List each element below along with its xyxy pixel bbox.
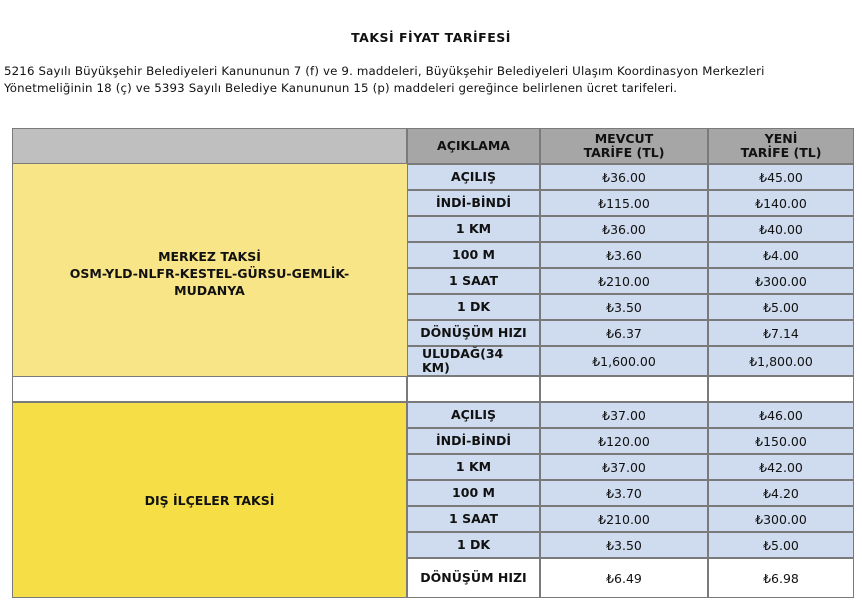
row-yeni-value: ₺5.00	[708, 294, 854, 320]
spacer-row-cell	[540, 376, 708, 402]
row-mevcut-value: ₺36.00	[540, 164, 708, 190]
row-mevcut-value: ₺3.60	[540, 242, 708, 268]
group-merkez-name-line-1: MERKEZ TAKSİ	[158, 248, 261, 264]
group-dis-ilceler-taksi: DIŞ İLÇELER TAKSİ	[12, 402, 407, 598]
row-label: AÇILIŞ	[407, 402, 540, 428]
row-mevcut-value: ₺3.50	[540, 532, 708, 558]
row-mevcut-value: ₺36.00	[540, 216, 708, 242]
row-label: 1 DK	[407, 294, 540, 320]
row-mevcut-value: ₺3.50	[540, 294, 708, 320]
row-mevcut-value: ₺6.49	[540, 558, 708, 598]
row-label: İNDİ-BİNDİ	[407, 428, 540, 454]
header-mevcut-tarife: MEVCUT TARİFE (TL)	[540, 128, 708, 164]
row-yeni-value: ₺150.00	[708, 428, 854, 454]
row-yeni-value: ₺4.20	[708, 480, 854, 506]
row-yeni-value: ₺5.00	[708, 532, 854, 558]
row-mevcut-value: ₺210.00	[540, 268, 708, 294]
row-yeni-value: ₺42.00	[708, 454, 854, 480]
row-yeni-value: ₺45.00	[708, 164, 854, 190]
row-mevcut-value: ₺3.70	[540, 480, 708, 506]
row-label: 1 KM	[407, 216, 540, 242]
row-yeni-value: ₺4.00	[708, 242, 854, 268]
row-mevcut-value: ₺1,600.00	[540, 346, 708, 376]
row-label: 1 SAAT	[407, 506, 540, 532]
row-yeni-value: ₺7.14	[708, 320, 854, 346]
row-label: 1 KM	[407, 454, 540, 480]
tariff-table	[12, 128, 854, 598]
header-yeni-tarife: YENİ TARİFE (TL)	[708, 128, 854, 164]
header-blank-cell	[12, 128, 407, 164]
row-mevcut-value: ₺6.37	[540, 320, 708, 346]
row-label: ULUDAĞ(34 KM)	[407, 346, 540, 376]
intro-paragraph	[4, 63, 860, 97]
header-aciklama: AÇIKLAMA	[407, 128, 540, 164]
row-yeni-value: ₺46.00	[708, 402, 854, 428]
group-merkez-name-line-3: MUDANYA	[174, 282, 245, 298]
row-label: 1 DK	[407, 532, 540, 558]
row-label: 1 SAAT	[407, 268, 540, 294]
row-label: AÇILIŞ	[407, 164, 540, 190]
row-yeni-value: ₺140.00	[708, 190, 854, 216]
group-merkez-name-line-2: OSM-YLD-NLFR-KESTEL-GÜRSU-GEMLİK-	[69, 265, 350, 281]
row-yeni-value: ₺1,800.00	[708, 346, 854, 376]
row-label: DÖNÜŞÜM HIZI	[407, 320, 540, 346]
row-yeni-value: ₺300.00	[708, 506, 854, 532]
row-label: DÖNÜŞÜM HIZI	[407, 558, 540, 598]
spacer-row-cell	[708, 376, 854, 402]
row-label: 100 M	[407, 480, 540, 506]
row-yeni-value: ₺40.00	[708, 216, 854, 242]
row-label: 100 M	[407, 242, 540, 268]
spacer-row-cell	[407, 376, 540, 402]
row-yeni-value: ₺6.98	[708, 558, 854, 598]
row-mevcut-value: ₺120.00	[540, 428, 708, 454]
group-merkez-taksi	[12, 164, 407, 376]
row-mevcut-value: ₺37.00	[540, 402, 708, 428]
page-title: TAKSİ FİYAT TARİFESİ	[351, 30, 511, 45]
intro-line-1: 5216 Sayılı Büyükşehir Belediyeleri Kanununun 7 (f) ve 9. maddeleri, Büyükşehir Belediyeleri Ulaşım Koordinasyon Merkezleri	[4, 64, 765, 78]
row-yeni-value: ₺300.00	[708, 268, 854, 294]
spacer-row-blank	[12, 376, 407, 402]
row-label: İNDİ-BİNDİ	[407, 190, 540, 216]
row-mevcut-value: ₺37.00	[540, 454, 708, 480]
row-mevcut-value: ₺115.00	[540, 190, 708, 216]
intro-line-2: Yönetmeliğinin 18 (ç) ve 5393 Sayılı Belediye Kanununun 15 (p) maddeleri gereğince belirlenen ücret tarifeleri.	[4, 81, 678, 95]
row-mevcut-value: ₺210.00	[540, 506, 708, 532]
